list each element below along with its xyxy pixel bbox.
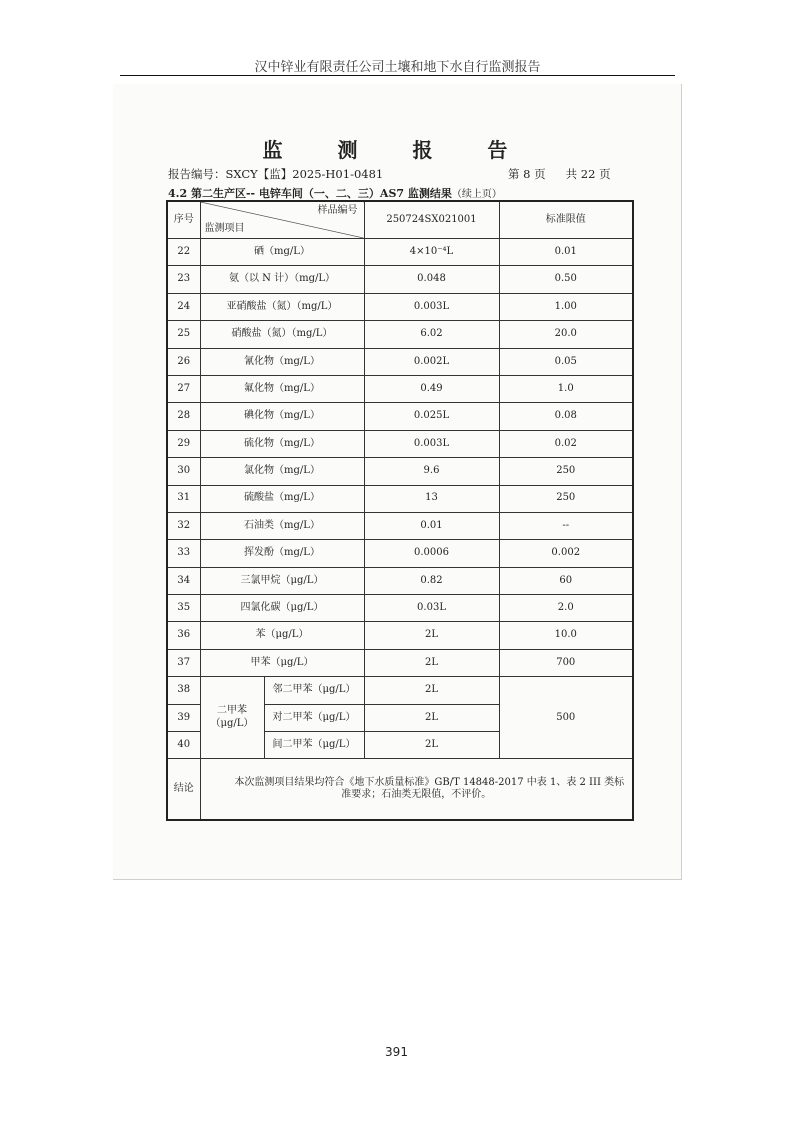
row-result: 0.048: [364, 266, 499, 293]
table-row: [167, 430, 633, 457]
row-result: 0.003L: [364, 430, 499, 457]
xylene-limit: 500: [499, 677, 633, 759]
row-item: 邻二甲苯（μg/L）: [264, 677, 364, 704]
header-item-label: 监测项目: [204, 222, 245, 234]
row-item: 碘化物（mg/L）: [200, 403, 364, 430]
page-total: 共 22 页: [565, 167, 611, 181]
header-sample-id: 250724SX021001: [364, 201, 499, 239]
conclusion-text: 本次监测项目结果均符合《地下水质量标准》GB/T 14848-2017 中表 1、表 2 III 类标准要求；石油类无限值，不评价。: [234, 776, 625, 801]
row-result: 2L: [364, 649, 499, 676]
row-limit: --: [499, 512, 633, 539]
conclusion-cell: [200, 759, 633, 821]
row-number: 35: [167, 595, 200, 622]
row-result: 0.49: [364, 375, 499, 402]
table-row: [167, 567, 633, 594]
row-result: 2L: [364, 732, 499, 759]
section-title: 4.2 第二生产区-- 电锌车间（一、二、三）AS7 监测结果: [168, 187, 452, 200]
row-item: 硫酸盐（mg/L）: [200, 485, 364, 512]
header-diagonal-cell: [200, 201, 364, 239]
table-row: [167, 239, 633, 266]
table-row: [167, 540, 633, 567]
row-result: 4×10⁻⁴L: [364, 239, 499, 266]
row-item: 对二甲苯（μg/L）: [264, 704, 364, 731]
row-item: 甲苯（μg/L）: [200, 649, 364, 676]
table-row: [167, 595, 633, 622]
row-limit: 700: [499, 649, 633, 676]
row-number: 34: [167, 567, 200, 594]
row-number: 30: [167, 458, 200, 485]
row-number: 27: [167, 375, 200, 402]
xylene-group-unit: （μg/L）: [210, 717, 254, 729]
row-limit: 1.00: [499, 293, 633, 320]
table-row: [167, 512, 633, 539]
row-result: 0.0006: [364, 540, 499, 567]
table-row: [167, 321, 633, 348]
conclusion-row: [167, 759, 633, 821]
row-item: 硝酸盐（氮）（mg/L）: [200, 321, 364, 348]
row-item: 苯（μg/L）: [200, 622, 364, 649]
row-number: 32: [167, 512, 200, 539]
table-row: [167, 458, 633, 485]
row-result: 0.003L: [364, 293, 499, 320]
row-item: 石油类（mg/L）: [200, 512, 364, 539]
table-header-row: [167, 201, 633, 239]
row-number: 37: [167, 649, 200, 676]
row-result: 0.025L: [364, 403, 499, 430]
row-limit: 0.50: [499, 266, 633, 293]
row-number: 38: [167, 677, 200, 704]
row-number: 40: [167, 732, 200, 759]
row-number: 22: [167, 239, 200, 266]
row-number: 39: [167, 704, 200, 731]
row-result: 0.82: [364, 567, 499, 594]
row-result: 0.03L: [364, 595, 499, 622]
row-limit: 1.0: [499, 375, 633, 402]
header-rule: [120, 75, 675, 76]
row-result: 9.6: [364, 458, 499, 485]
row-limit: 20.0: [499, 321, 633, 348]
row-result: 2L: [364, 704, 499, 731]
row-result: 0.002L: [364, 348, 499, 375]
row-number: 23: [167, 266, 200, 293]
row-item: 亚硝酸盐（氮）（mg/L）: [200, 293, 364, 320]
row-limit: 0.01: [499, 239, 633, 266]
row-item: 氰化物（mg/L）: [200, 348, 364, 375]
row-number: 26: [167, 348, 200, 375]
row-item: 氯化物（mg/L）: [200, 458, 364, 485]
table-row: [167, 375, 633, 402]
row-number: 29: [167, 430, 200, 457]
row-limit: 0.05: [499, 348, 633, 375]
row-item: 三氯甲烷（μg/L）: [200, 567, 364, 594]
row-limit: 0.02: [499, 430, 633, 457]
page-current: 第 8 页: [508, 167, 546, 181]
row-result: 6.02: [364, 321, 499, 348]
report-number: 报告编号：SXCY【监】2025-H01-0481: [168, 167, 384, 181]
row-item: 硫化物（mg/L）: [200, 430, 364, 457]
row-limit: 2.0: [499, 595, 633, 622]
row-number: 33: [167, 540, 200, 567]
row-item: 氨（以 N 计）（mg/L）: [200, 266, 364, 293]
row-item: 四氯化碳（μg/L）: [200, 595, 364, 622]
row-limit: 250: [499, 458, 633, 485]
row-item: 硒（mg/L）: [200, 239, 364, 266]
section-continued: （续上页）: [451, 189, 502, 200]
header-seq: 序号: [167, 201, 200, 239]
row-limit: 0.002: [499, 540, 633, 567]
row-limit: 0.08: [499, 403, 633, 430]
page-header: 汉中锌业有限责任公司土壤和地下水自行监测报告: [254, 60, 541, 75]
table-row: [167, 677, 633, 704]
results-table: [166, 200, 634, 821]
table-row: [167, 293, 633, 320]
row-number: 31: [167, 485, 200, 512]
header-limit: 标准限值: [499, 201, 633, 239]
report-title: 监 测 报 告: [262, 138, 532, 162]
header-sample-label: 样品编号: [317, 205, 358, 216]
table-row: [167, 622, 633, 649]
row-result: 0.01: [364, 512, 499, 539]
table-row: [167, 403, 633, 430]
xylene-group-cell: [200, 677, 264, 759]
row-number: 25: [167, 321, 200, 348]
table-row: [167, 266, 633, 293]
row-result: 13: [364, 485, 499, 512]
row-result: 2L: [364, 622, 499, 649]
row-item: 挥发酚（mg/L）: [200, 540, 364, 567]
conclusion-label: 结论: [167, 759, 200, 821]
table-row: [167, 348, 633, 375]
row-item: 间二甲苯（μg/L）: [264, 732, 364, 759]
row-limit: 250: [499, 485, 633, 512]
table-row: [167, 649, 633, 676]
row-limit: 10.0: [499, 622, 633, 649]
row-number: 24: [167, 293, 200, 320]
row-limit: 60: [499, 567, 633, 594]
row-number: 36: [167, 622, 200, 649]
page-number: 391: [385, 1045, 408, 1059]
section-heading: [168, 185, 502, 201]
page-info: [508, 166, 611, 182]
row-item: 氟化物（mg/L）: [200, 375, 364, 402]
xylene-group-label: 二甲苯: [217, 705, 247, 717]
row-number: 28: [167, 403, 200, 430]
row-result: 2L: [364, 677, 499, 704]
table-row: [167, 485, 633, 512]
